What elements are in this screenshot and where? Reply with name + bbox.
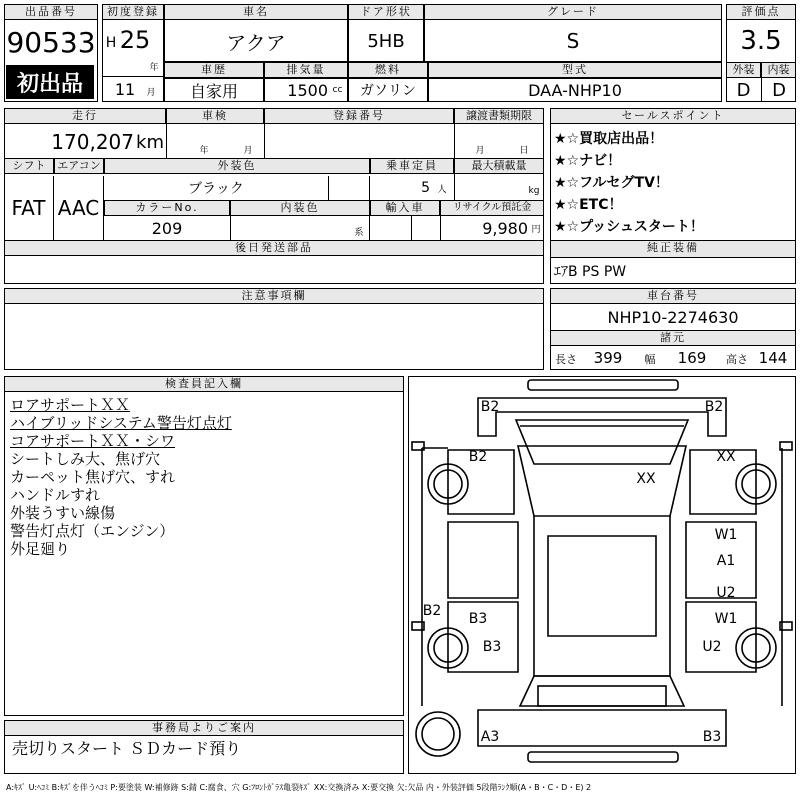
ext-color-label: 外装色 xyxy=(104,158,370,174)
damage-mark: XX xyxy=(636,471,656,487)
damage-mark: W1 xyxy=(714,611,738,627)
office-label: 事務局よりご案内 xyxy=(4,720,404,736)
equipment-label: 純正装備 xyxy=(550,240,796,258)
length-label: 長さ xyxy=(555,353,577,366)
inspector-item: 外装うすい線傷 xyxy=(10,504,116,522)
import-cell-a xyxy=(370,216,412,240)
chassis-label: 車台番号 xyxy=(550,288,796,304)
width-label: 幅 xyxy=(644,353,656,366)
sales-point: ★☆ETC！ xyxy=(554,197,623,213)
int-color-cell xyxy=(230,216,370,240)
damage-mark: W1 xyxy=(714,527,738,543)
first-reg-year-unit: 年 xyxy=(149,62,159,73)
details-row1-v2 xyxy=(264,108,265,158)
inspection-year-unit: 年 xyxy=(199,145,209,156)
score: 3.5 xyxy=(740,26,782,56)
first-reg-year: 25 xyxy=(119,26,151,54)
capacity-unit: 人 xyxy=(437,184,447,195)
damage-mark: U2 xyxy=(702,639,722,655)
door-type: 5HB xyxy=(367,30,405,52)
inspector-item: コアサポートＸＸ・シワ xyxy=(10,432,176,450)
displacement: 1500 xyxy=(264,78,328,102)
ext-color-sub xyxy=(328,176,370,200)
inspector-item: ハイブリッドシステム警告灯点灯 xyxy=(10,414,232,432)
recycle-label: リサイクル預託金 xyxy=(440,200,544,216)
first-reg-label: 初度登録 xyxy=(102,4,164,20)
notes-label: 注意事項欄 xyxy=(4,288,544,304)
shift-label: シフト xyxy=(4,158,54,174)
grade-label: グレード xyxy=(424,4,722,20)
sales-points-label: セールスポイント xyxy=(550,108,796,124)
inspector-list xyxy=(10,396,400,558)
damage-mark: U2 xyxy=(716,585,736,601)
model: DAA-NHP10 xyxy=(428,78,722,102)
displacement-label: 排気量 xyxy=(264,62,348,78)
mileage: 170,207 xyxy=(51,130,134,154)
damage-mark: B2 xyxy=(704,399,724,415)
exterior-grade: D xyxy=(736,79,751,101)
length: 399 xyxy=(593,349,623,367)
int-color-unit: 系 xyxy=(354,227,364,238)
ac: AAC xyxy=(54,176,104,240)
exterior-label: 外装 xyxy=(726,62,761,78)
damage-mark: B2 xyxy=(480,399,500,415)
equipment: ｴｱB PS PW xyxy=(554,264,627,280)
damage-mark: B3 xyxy=(468,611,488,627)
damage-mark: B3 xyxy=(482,639,502,655)
inspection-month-unit: 月 xyxy=(243,145,253,156)
max-load-label: 最大積載量 xyxy=(454,158,544,174)
first-reg-month-unit: 月 xyxy=(146,87,156,98)
fuel-label: 燃料 xyxy=(348,62,428,78)
damage-mark: B2 xyxy=(468,449,488,465)
interior-grade: D xyxy=(761,78,796,102)
inspector-item: シートしみ大、焦げ穴 xyxy=(10,450,161,468)
sales-point: ★☆フルセグTV！ xyxy=(554,175,669,191)
transfer-doc-label: 譲渡書類期限 xyxy=(454,108,544,124)
capacity-label: 乗車定員 xyxy=(370,158,454,174)
first-listing-badge: 初出品 xyxy=(6,65,94,99)
inspector-item: カーペット焦げ穴、すれ xyxy=(10,468,176,486)
inspector-item: ロアサポートＸＸ xyxy=(10,396,131,414)
mileage-unit: km xyxy=(136,131,164,153)
sales-point: ★☆ナビ！ xyxy=(554,153,622,169)
later-parts-label: 後日発送部品 xyxy=(4,240,544,256)
capacity: 5 xyxy=(421,180,430,196)
import-label: 輸入車 xyxy=(370,200,440,216)
score-label: 評価点 xyxy=(726,4,796,20)
dimensions-label: 諸元 xyxy=(550,330,796,346)
inspector-item: 外足廻り xyxy=(10,540,71,558)
shift: FAT xyxy=(4,176,54,240)
damage-mark: B3 xyxy=(702,729,722,745)
details-row1-v3 xyxy=(454,108,455,158)
damage-mark: A1 xyxy=(716,553,736,569)
reg-number-label: 登録番号 xyxy=(264,108,454,124)
model-label: 型式 xyxy=(428,62,722,78)
lot-number-label: 出品番号 xyxy=(4,4,98,20)
fuel: ガソリン xyxy=(348,78,428,102)
recycle-fee: 9,980 xyxy=(440,216,528,240)
history: 自家用 xyxy=(164,78,264,102)
lot-number: 90533 xyxy=(6,25,96,59)
ac-label: エアコン xyxy=(54,158,104,174)
width: 169 xyxy=(677,349,707,367)
car-name-label: 車名 xyxy=(164,4,348,20)
inspector-label: 検査員記入欄 xyxy=(4,376,404,392)
inspector-item: ハンドルすれ xyxy=(10,486,101,504)
sales-point: ★☆プッシュスタート！ xyxy=(554,219,704,235)
height: 144 xyxy=(758,349,788,367)
legend: A:ｷｽﾞ U:ﾍｺﾐ B:ｷｽﾞを伴うﾍｺﾐ P:要塗装 W:補修跡 S:錆 C:腐食、穴 G:ﾌﾛﾝﾄｶﾞﾗｽ亀裂ｷｽﾞ XX:交換済み X:要交換 欠:欠品 内・外装評価 5段階ﾗﾝｸ順(A・B・C・D・E) 2 xyxy=(6,782,592,792)
sales-points-list xyxy=(554,128,794,238)
damage-mark: A3 xyxy=(480,729,500,745)
first-reg-era: H xyxy=(105,35,117,51)
color-no-label: カラーNo. xyxy=(104,200,230,216)
chassis-number: NHP10-2274630 xyxy=(607,307,739,327)
door-label: ドア形状 xyxy=(348,4,424,20)
car-name: アクア xyxy=(226,30,286,55)
details-row2-v xyxy=(454,158,455,200)
damage-mark: B2 xyxy=(422,603,442,619)
ext-color: ブラック xyxy=(188,181,244,197)
transfer-month-unit: 月 xyxy=(475,145,485,156)
int-color-label: 内装色 xyxy=(230,200,370,216)
interior-label: 内装 xyxy=(761,62,796,78)
history-label: 車歴 xyxy=(164,62,264,78)
damage-mark: XX xyxy=(716,449,736,465)
max-load-unit: kg xyxy=(528,186,540,196)
inspection-label: 車検 xyxy=(166,108,264,124)
recycle-unit: 円 xyxy=(531,224,541,235)
transfer-day-unit: 日 xyxy=(519,145,529,156)
grade: S xyxy=(566,29,580,53)
details-row1-v1 xyxy=(166,108,167,158)
first-reg-divider xyxy=(102,76,164,77)
office-notice: 売切りスタート ＳＤカード預り xyxy=(12,738,242,758)
color-no: 209 xyxy=(151,218,183,238)
height-label: 高さ xyxy=(726,353,748,366)
sales-point: ★☆買取店出品！ xyxy=(554,131,664,147)
mileage-label: 走行 xyxy=(4,108,166,124)
displacement-unit: cc xyxy=(328,78,348,102)
car-diagram xyxy=(408,376,796,774)
inspector-item: 警告灯点灯（エンジン） xyxy=(10,522,175,540)
first-reg-month: 11 xyxy=(114,79,136,99)
